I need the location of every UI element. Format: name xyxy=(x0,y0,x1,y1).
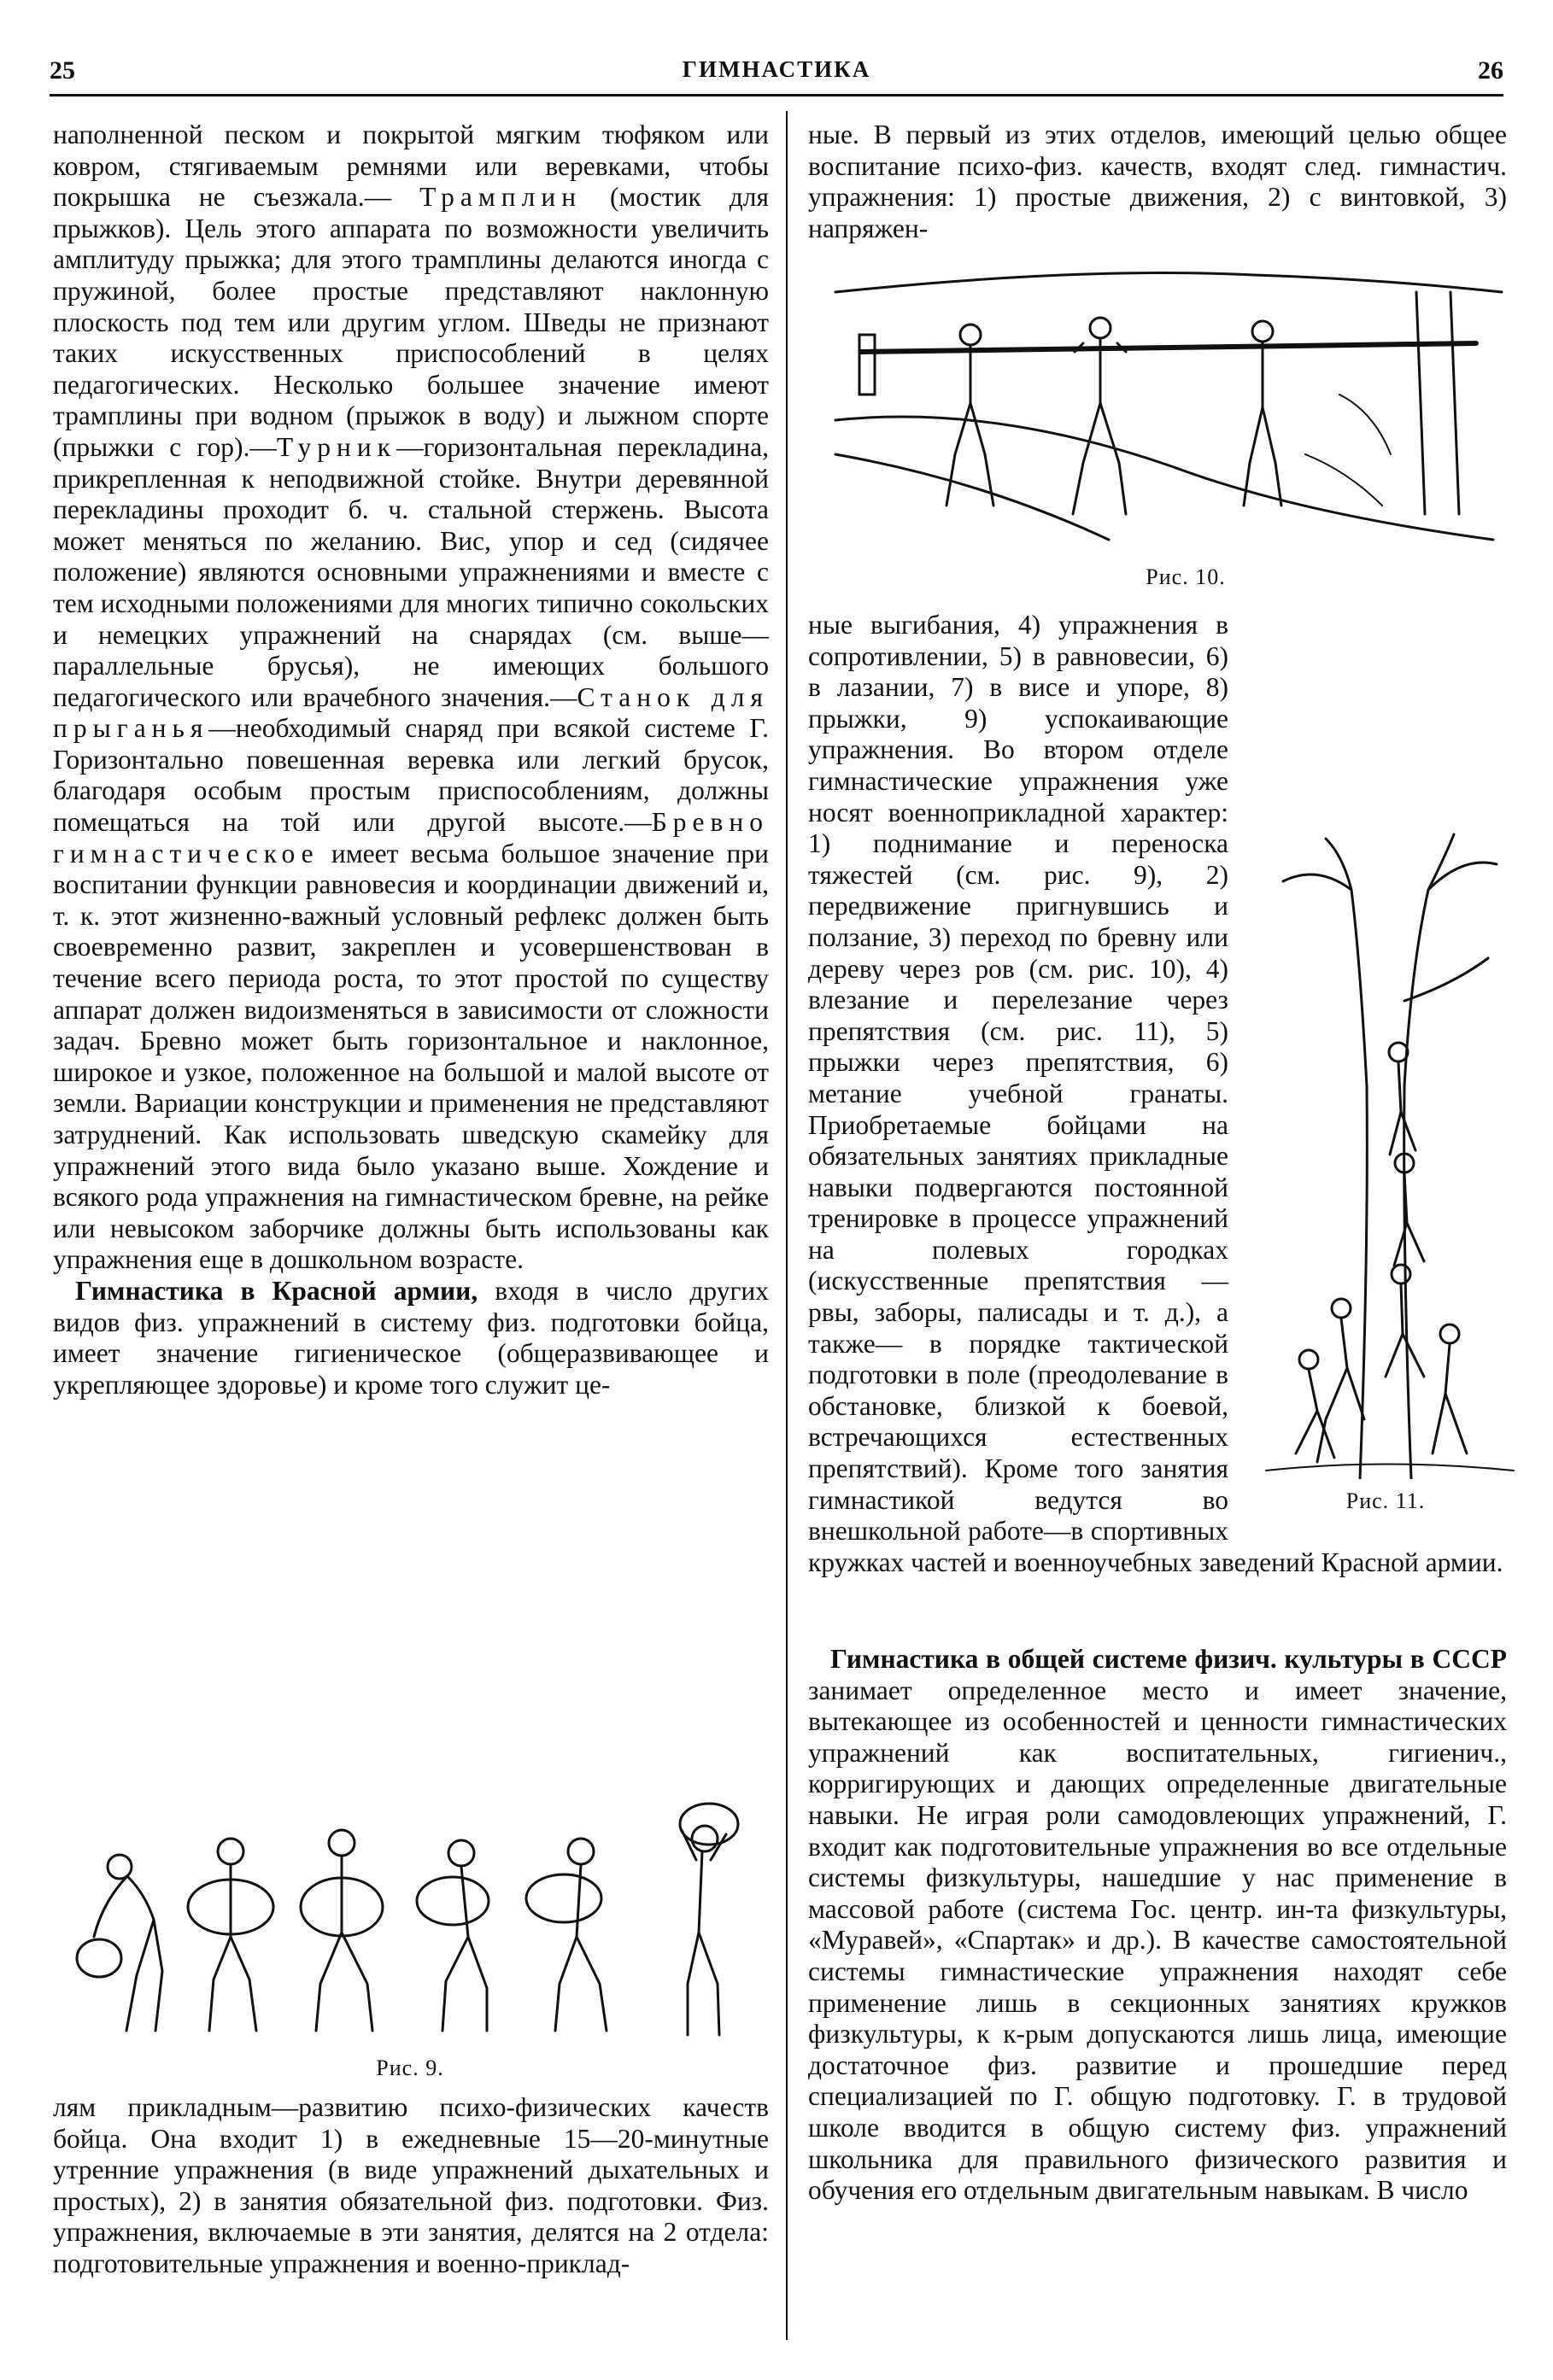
right-column xyxy=(808,120,1507,244)
paragraph-exercises: ные выгибания, 4) упражнения в сопротивлении, 5) в равновесии, 6) в лазании, 7) в висе и упоре, 8) прыжки, 9) успокаивающие упражнения. Во втором отделе гимнастические упражнения уже носят военноприкладной характер: 1) поднимание и переноска тяжестей (см. рис. 9), 2) передвижение пригнувшись и ползание, 3) переход по бревну или дереву через ров (см. рис. 10), 4) влезание и перелезание через препятствия (см. рис. 11), 5) прыжки через препятствия, 6) метание учебной гранаты. Приобретаемые бойцами на обязательных занятиях прикладные навыки подвергаются постоянной тренировке в процессе упражнений на полевых городках (искусственные препятствия — рвы, заборы, палисады и т. д.), а также— в порядке тактической подготовки в поле (преодолевание в обстановке, близкой к боевой, встречающихся естественных препятствий). Кроме того занятия гимнастикой ведутся во внешкольной работе—в спортивных кружках частей и военноучебных заведений Красной армии. xyxy=(808,610,1507,1578)
left-column xyxy=(53,120,769,1401)
left-column-continued xyxy=(53,2092,769,2280)
section-heading-ussr: Гимнастика в общей системе физич. культуры в СССР xyxy=(830,1644,1507,1674)
figure-11 xyxy=(1249,830,1522,1513)
paragraph-ussr: Гимнастика в общей системе физич. культуры в СССР занимает определенное место и имеет значение, вытекающее из особенностей и ценности гимнастических упражнений как воспитательных, гигиенич., корригирующих и дающих определенные двигательные навыки. Не играя роли самодовлеющих упражнений, Г. входит как подготовительные упражнения во все отдельные системы физкультуры, нашедшие у нас применение в массовой работе (система Гос. центр. ин-та физкультуры, «Муравей», «Спартак» и др.). В качестве самостоятельной системы гимнастические упражнения находят себе применение лишь в секционных занятиях кружков физкультуры, к к-рым допускаются лишь лица, имеющие достаточное физ. развитие и прошедшие перед специализацией по Г. общую подготовку. Г. в трудовой школе вводится в общую систему физ. упражнений школьника для правильного физического развития и обучения его отдельным двигательным навыкам. В число xyxy=(808,1644,1507,2206)
column-divider xyxy=(786,111,788,2340)
figure-9-caption: Рис. 9. xyxy=(376,2055,444,2080)
paragraph-sections: ные. В первый из этих отделов, имеющий целью общее воспитание психо-физ. качеств, входят след. гимнастич. упражнения: 1) простые движения, 2) с винтовкой, 3) напряжен- xyxy=(808,120,1507,243)
figure-10-illustration xyxy=(827,258,1510,557)
term-stanok: Станок для прыганья xyxy=(53,681,769,744)
page-number-right: 26 xyxy=(1478,56,1503,85)
figure-11-caption: Рис. 11. xyxy=(1345,1488,1426,1513)
page-header xyxy=(50,56,1503,91)
section-heading-red-army: Гимнастика в Красной армии, xyxy=(75,1275,478,1306)
running-title: ГИМНАСТИКА xyxy=(682,56,871,82)
paragraph-red-army: Гимнастика в Красной армии, входя в число других видов физ. упражнений в систему физ. подготовки бойца, имеет значение гигиеническое (общеразвивающее и укрепляющее здоровье) и кроме того служит це- xyxy=(53,1275,769,1400)
figure-9 xyxy=(60,1792,760,2082)
figure-10 xyxy=(827,258,1510,599)
term-brevno: Бревно гимнастическое xyxy=(53,807,769,868)
page-number-left: 25 xyxy=(50,56,75,85)
figure-9-illustration xyxy=(60,1792,760,2048)
right-column-section-ussr xyxy=(808,1644,1507,2207)
paragraph-apparatus: наполненной песком и покрытой мягким тюфяком или ковром, стягиваемым ремнями или веревками, чтобы покрышка не съезжала.— Трамплин (мостик для прыжков). Цель этого аппарата по возможности увеличить амплитуду прыжка; для этого трамплины делаются иногда с пружиной, более простые представляют наклонную плоскость под тем или другим углом. Шведы не признают таких искусственных приспособлений в целях педагогических. Несколько большее значение имеют трамплины при водном (прыжок в воду) и лыжном спорте (прыжки с гор).—Турник—горизонтальная перекладина, прикрепленная к неподвижной стойке. Внутри деревянной перекладины проходит б. ч. стальной стержень. Высота может меняться по желанию. Вис, упор и сед (сидячее положение) являются основными упражнениями и вместе с тем исходными положениями для многих типично сокольских и немецких упражнений на снарядах (см. выше—параллельные брусья), не имеющих большого педагогического или врачебного значения.—Станок для прыганья—необходимый снаряд при всякой системе Г. Горизонтально повешенная веревка или легкий брусок, благодаря особым простым приспособлениям, должны помещаться на той или другой высоте.—Бревно гимнастическое имеет весьма большое значение при воспитании функции равновесия и координации движений и, т. к. этот жизненно-важный условный рефлекс должен быть своевременно развит, закреплен и усовершенствован в течение всего периода роста, то этот простой по существу аппарат должен видоизменяться в зависимости от сложности задач. Бревно может быть горизонтальное и наклонное, широкое и узкое, положенное на большой и малой высоте от земли. Вариации конструкции и применения не представляют затруднений. Как использовать шведскую скамейку для упражнений этого вида было указано выше. Хождение и всякого рода упражнения на гимнастическом бревне, на рейке или невысоком заборчике должны быть использованы как упражнения еще в дошкольном возрасте. xyxy=(53,120,770,1275)
term-turnik: Турник xyxy=(276,431,397,462)
figure-11-illustration xyxy=(1249,830,1522,1479)
figure-10-caption: Рис. 10. xyxy=(1146,564,1226,589)
term-tramplin: Трамплин xyxy=(419,182,583,213)
paragraph-red-army-continued: лям прикладным—развитию психо-физических качеств бойца. Она входит 1) в ежедневные 15—20-минутные утренние упражнения (в виде упражнений дыхательных и простых), 2) в занятия обязательной физ. подготовки. Физ. упражнения, включаемые в эти занятия, делятся на 2 отдела: подготовительные упражнения и военно-приклад- xyxy=(53,2092,769,2278)
header-rule xyxy=(50,94,1503,96)
